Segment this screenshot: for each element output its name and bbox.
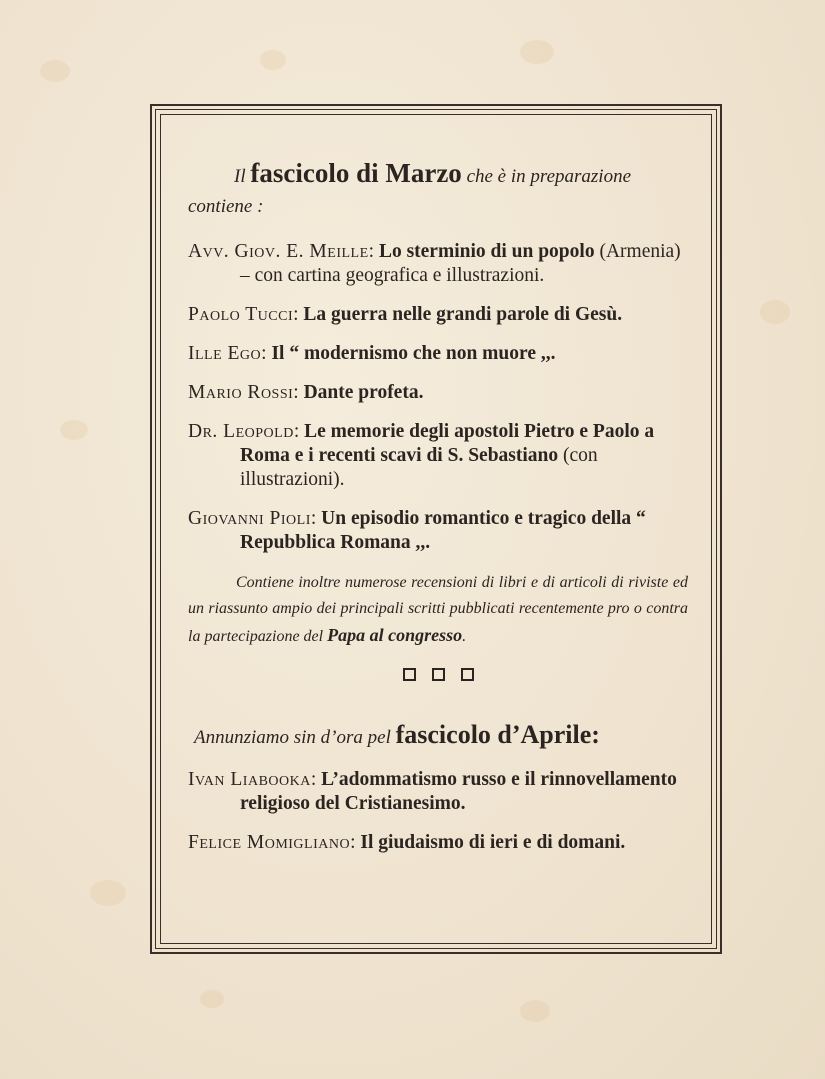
list-item: Giovanni Pioli: Un episodio romantico e tragico della “ Repubblica Romana ,,. bbox=[188, 508, 646, 553]
entry-author: Paolo Tucci bbox=[188, 304, 294, 325]
entry-title: L’adommatismo russo e il rinnovellamento religioso del Cristianesimo. bbox=[240, 769, 677, 814]
entry-title: Lo sterminio di un popolo bbox=[378, 241, 595, 262]
entry-title: La guerra nelle grandi parole di Gesù. bbox=[303, 304, 623, 325]
intro-lead: Il bbox=[234, 166, 251, 187]
entry-note: (Armenia) – con cartina geografica e illustrazioni. bbox=[240, 241, 681, 286]
note-text: Contiene inoltre numerose recensioni di libri e di articoli di riviste ed un riassunto ampio dei principali scritti pubblicati recentemente pro o contra la partecipazione del bbox=[188, 574, 688, 645]
foxing-spot bbox=[40, 60, 70, 82]
list-item: Felice Momigliano: Il giudaismo di ieri e di domani. bbox=[188, 832, 626, 853]
announcement-content bbox=[188, 158, 688, 870]
foxing-spot bbox=[200, 990, 224, 1008]
list-item: Avv. Giov. E. Meille: Lo sterminio di un popolo (Armenia) – con cartina geografica e illustrazioni. bbox=[188, 241, 681, 286]
foxing-spot bbox=[520, 1000, 550, 1022]
entry-author: Felice Momigliano bbox=[188, 832, 351, 853]
entry-title: Le memorie degli apostoli Pietro e Paolo a Roma e i recenti scavi di S. Sebastiano bbox=[240, 421, 655, 466]
foxing-spot bbox=[760, 300, 790, 324]
march-issue-title: fascicolo di Marzo bbox=[250, 158, 462, 188]
list-item: Mario Rossi: Dante profeta. bbox=[188, 382, 424, 403]
foxing-spot bbox=[90, 880, 126, 906]
entry-title: Un episodio romantico e tragico della “ Repubblica Romana ,,. bbox=[240, 508, 646, 553]
april-entries bbox=[188, 768, 688, 855]
entry-author: Ivan Liabooka bbox=[188, 769, 311, 790]
entry-note: (con illustrazioni). bbox=[240, 445, 598, 490]
entry-author: Dr. Leopold bbox=[188, 421, 294, 442]
list-item: Ille Ego: Il “ modernismo che non muore ,,. bbox=[188, 343, 556, 364]
april-announcement bbox=[194, 720, 688, 750]
march-entries bbox=[188, 240, 688, 555]
entry-author: Mario Rossi bbox=[188, 382, 294, 403]
square-ornament-icon bbox=[461, 668, 474, 681]
announce-lead: Annunziamo sin d’ora pel bbox=[194, 727, 396, 748]
foxing-spot bbox=[520, 40, 554, 64]
contents-note bbox=[188, 570, 688, 650]
list-item: Dr. Leopold: Le memorie degli apostoli Pietro e Paolo a Roma e i recenti scavi di S. Sebastiano (con illustrazioni). bbox=[188, 421, 655, 490]
square-ornament-icon bbox=[403, 668, 416, 681]
entry-author: Avv. Giov. E. Meille bbox=[188, 241, 369, 262]
entry-title: Dante profeta. bbox=[303, 382, 424, 403]
foxing-spot bbox=[60, 420, 88, 440]
intro-tail: che è in preparazione contiene : bbox=[188, 166, 632, 217]
foxing-spot bbox=[260, 50, 286, 70]
entry-title: Il giudaismo di ieri e di domani. bbox=[360, 832, 626, 853]
april-issue-title: fascicolo d’Aprile: bbox=[395, 720, 600, 749]
entry-title: Il “ modernismo che non muore ,,. bbox=[271, 343, 556, 364]
ornament-separator bbox=[188, 668, 688, 684]
list-item: Paolo Tucci: La guerra nelle grandi parole di Gesù. bbox=[188, 304, 623, 325]
note-end: . bbox=[462, 628, 467, 645]
list-item: Ivan Liabooka: L’adommatismo russo e il rinnovellamento religioso del Cristianesimo. bbox=[188, 769, 677, 814]
entry-author: Giovanni Pioli bbox=[188, 508, 311, 529]
entry-author: Ille Ego bbox=[188, 343, 262, 364]
note-emphasis: Papa al congresso bbox=[327, 625, 463, 645]
intro-paragraph bbox=[188, 158, 688, 222]
square-ornament-icon bbox=[432, 668, 445, 681]
